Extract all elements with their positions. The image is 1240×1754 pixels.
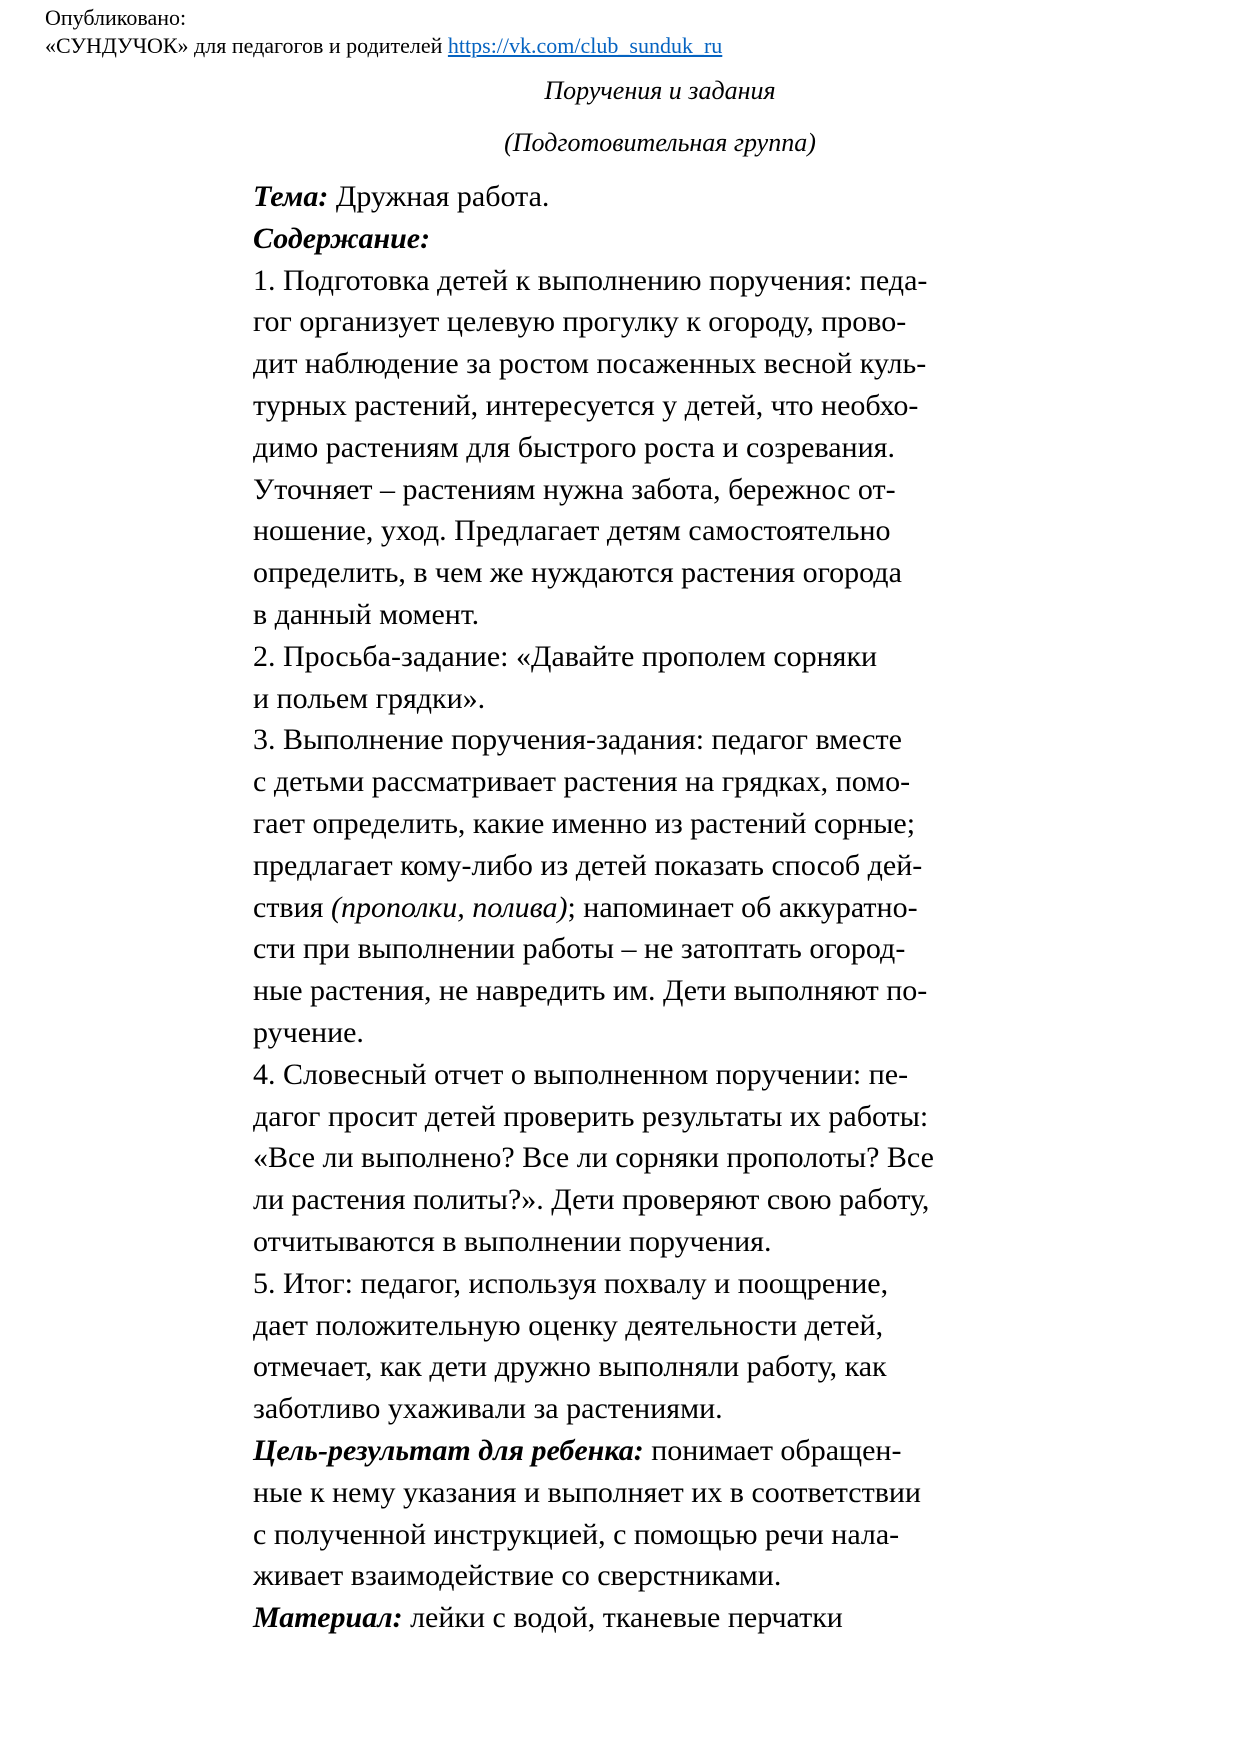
text-line: сти при выполнении работы – не затоптать огород- xyxy=(253,932,906,966)
goal-label: Цель-результат для ребенка: xyxy=(253,1433,644,1467)
text-line: 3. Выполнение поручения-задания: педагог вместе xyxy=(253,723,902,757)
text-line: Уточняет – растениям нужна забота, бережнос от- xyxy=(253,472,896,506)
material-line xyxy=(253,1597,1013,1639)
publication-info xyxy=(45,4,722,60)
text-line: турных растений, интересуется у детей, что необхо- xyxy=(253,388,919,422)
topic-label: Тема: xyxy=(253,180,329,213)
text-line: ные растения, не навредить им. Дети выполняют по- xyxy=(253,974,928,1008)
mixed-italic: (прополки, полива) xyxy=(330,890,568,924)
content-label: Содержание: xyxy=(253,221,431,255)
text-line: предлагает кому-либо из детей показать способ дей- xyxy=(253,848,923,882)
mixed-pre: ствия xyxy=(253,890,331,924)
text-line: ли растения политы?». Дети проверяют свою работу, xyxy=(253,1183,930,1217)
goal-first: понимает обращен- xyxy=(643,1433,902,1467)
text-line: «Все ли выполнено? Все ли сорняки прополоты? Все xyxy=(253,1141,934,1175)
goal-line xyxy=(253,1430,1013,1472)
text-line: дает положительную оценку деятельности детей, xyxy=(253,1308,884,1342)
text-line: заботливо ухаживали за растениями. xyxy=(253,1392,723,1426)
text-line: ношение, уход. Предлагает детям самостоятельно xyxy=(253,514,891,548)
page-subtitle: (Подготовительная группа) xyxy=(504,128,816,157)
text-line: и польем грядки». xyxy=(253,681,486,715)
goal-text-line: ные к нему указания и выполняет их в соответствии xyxy=(253,1475,921,1509)
text-line: в данный момент. xyxy=(253,597,480,631)
text-line: дагог просит детей проверить результаты их работы: xyxy=(253,1099,929,1133)
mixed-post: ; напоминает об аккуратно- xyxy=(567,890,918,924)
goal-text-line: живает взаимодействие со сверстниками. xyxy=(253,1559,782,1593)
goal-text-line: с полученной инструкцией, с помощью речи нала- xyxy=(253,1517,900,1551)
page-title: Поручения и задания xyxy=(544,76,776,105)
text-line: гог организует целевую прогулку к огороду, прово- xyxy=(253,305,907,339)
text-line: с детьми рассматривает растения на грядках, помо- xyxy=(253,765,911,799)
material-value: лейки с водой, тканевые перчатки xyxy=(402,1601,843,1635)
text-line: 2. Просьба-задание: «Давайте прополем сорняки xyxy=(253,639,878,673)
source-text: «СУНДУЧОК» для педагогов и родителей xyxy=(45,33,443,58)
topic-line xyxy=(253,176,1013,218)
text-line: отчитываются в выполнении поручения. xyxy=(253,1224,772,1258)
text-line-mixed xyxy=(253,887,1013,929)
text-line: 1. Подготовка детей к выполнению поручения: педа- xyxy=(253,263,928,297)
text-line: ручение. xyxy=(253,1015,364,1049)
source-link[interactable]: https://vk.com/club_sunduk_ru xyxy=(447,33,723,58)
text-line: дит наблюдение за ростом посаженных весной куль- xyxy=(253,347,927,381)
material-label: Материал: xyxy=(253,1601,403,1635)
text-line: гает определить, какие именно из растений сорные; xyxy=(253,806,916,840)
text-line: димо растениям для быстрого роста и созревания. xyxy=(253,430,895,464)
text-line: отмечает, как дети дружно выполняли работу, как xyxy=(253,1350,887,1384)
text-line: 4. Словесный отчет о выполненном поручении: пе- xyxy=(253,1057,909,1091)
topic-value: Дружная работа. xyxy=(328,180,550,213)
document-body xyxy=(253,176,1013,1639)
text-line: определить, в чем же нуждаются растения огорода xyxy=(253,556,902,590)
published-label: Опубликовано: xyxy=(45,5,187,30)
source-line xyxy=(45,32,722,60)
text-line: 5. Итог: педагог, используя похвалу и поощрение, xyxy=(253,1266,889,1300)
